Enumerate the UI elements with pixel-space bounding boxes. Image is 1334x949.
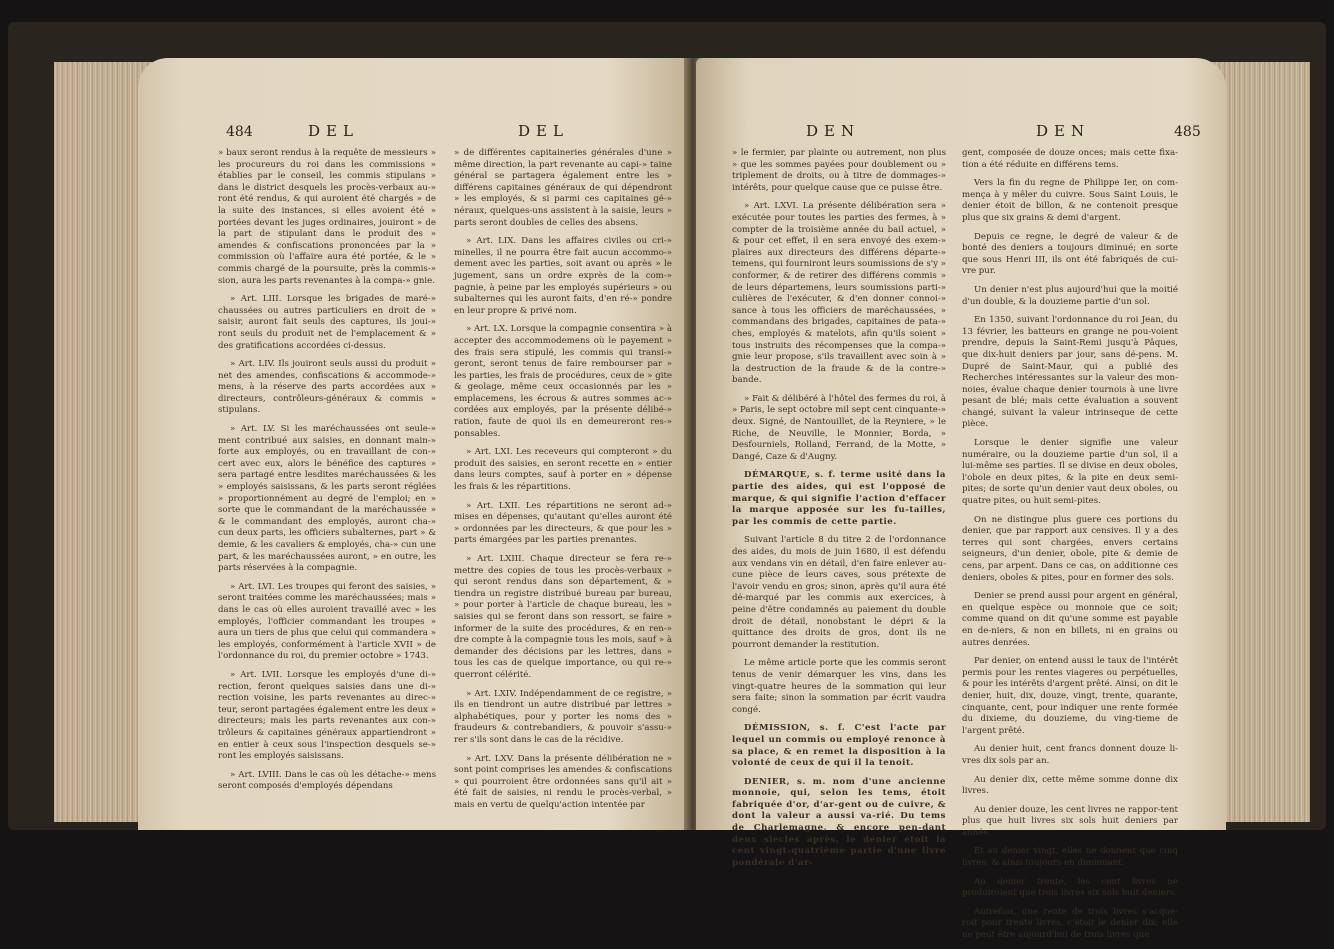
paragraph: » Art. LXI. Les receveurs qui compteront » du produit des saisies, en seront recette en » entier dans leurs comptes, sauf à porter en » dépense les frais & les répartitions. (454, 447, 672, 493)
paragraph: En 1350, suivant l'ordonnance du roi Jean, du 13 février, les batteurs en grange ne pou-voient prendre, depuis la Saint-Remi jusqu'à Pâques, que dix-huit deniers par jour, sans dé-pens. M. Dupré de Saint-Maur, qui a publié des Recherches intéressantes sur la valeur des mon-noies, évalue chaque denier tournois à une livre pesant de blé; mais cette évaluation a souvent changé, suivant la valeur intrinseque de cette pièce. (962, 315, 1178, 430)
paragraph: Le même article porte que les commis seront tenus de venir démarquer les vins, dans les vingt-quatre heures de la sommation qui leur sera faite; sinon la sommation par écrit vaudra congé. (732, 658, 946, 715)
paragraph: Par denier, on entend aussi le taux de l'intérêt permis pour les rentes viageres ou perpétuelles, & pour les intérêts d'argent prêté. Ainsi, on dit le denier, huit, dix, douze, vingt, trente, quarante, cinquante, cent, pour indiquer une rente formée du dixieme, du douzieme, du ving-tieme de l'argent prêté. (962, 656, 1178, 736)
paragraph: Lorsque le denier signifie une valeur numéraire, ou la douzieme partie d'un sol, il a lui-même ses parties. Il se divise en deux oboles, l'obole en deux pites, & la pite en deux semi-pites; de sorte qu'un denier vaut deux oboles, ou quatre pites, ou huit semi-pites. (962, 438, 1178, 507)
running-header-left-2: DEL (518, 122, 569, 140)
dictionary-entry: DÉMARQUE, s. f. terme usité dans la partie des aides, qui est l'opposé de marque, & qui signifie l'action d'effacer la marque apposée sur les fu-tailles, par les commis de cette partie. (732, 470, 946, 527)
paragraph: Autrefois, une rente de trois livres s'acqué-roit pour trente livres, c'étoit le denier dix; elle ne peut être aujourd'hui de trois livres que (962, 906, 1178, 941)
paragraph: Suivant l'article 8 du titre 2 de l'ordonnance des aides, du mois de juin 1680, il est défendu aux vendans vin en détail, d'en faire enlever au-cune pièce de leurs caves, sous prétexte de l'avoir vendu en gros; sinon, après qu'il aura été dé-marqué par les commis aux exercices, à peine d'être condamnés au paiement du double droit de détail, nonobstant le dépri & la quittance des droits de gros, dont ils ne pourront demander la restitution. (732, 535, 946, 650)
paragraph: » baux seront rendus à la requête de messieurs » les procureurs du roi dans les commissions » établies par le conseil, les commis stipulans » dans le district desquels les procès-verbaux au-» ront été rendus, & qui auroient été chargés » de la suite des instances, si elles avoient été » portées devant les juges ordinaires, jouiront » de la part de stipulant dans le produit des » amendes & confiscations prononcées par la » commission où l'affaire aura été portée, & le » commis chargé de la poursuite, près la commis-» sion, aura les parts revenantes à la compa-» gnie. (218, 148, 436, 286)
paragraph: Au denier trente, les cent livres ne produiroient que trois livres six sols huit deniers. (962, 876, 1178, 899)
paragraph: » Art. LXIV. Indépendamment de ce registre, » ils en tiendront un autre distribué par lettres » alphabétiques, pour y porter les noms des » fraudeurs & contrebandiers, & pouvoir s'assu-» rer s'ils sont dans le cas de la récidive. (454, 688, 672, 745)
paragraph: Au denier douze, les cent livres ne rappor-tent plus que huit livres six sols huit deniers par année. (962, 804, 1178, 838)
page-number-right: 485 (1174, 124, 1201, 140)
paragraph: Au denier huit, cent francs donnent douze li-vres dix sols par an. (962, 744, 1178, 766)
paragraph: » Art. LXVI. La présente délibération sera » exécutée pour toutes les parties des fermes, à » compter de la troisième année du bail actuel, » & pour cet effet, il en sera envoyé des exem-» plaires aux directeurs des différens départe-» temens, qui fourniront leurs soumissions de s'y » conformer, & de retirer des différens commis » de leurs départemens, leurs soumissions parti-» culières de l'exécuter, & d'en donner connoi-» sance à tous les officiers de maréchaussées, » commandans des brigades, capitaines de pata-» ches, employés & matelots, afin qu'ils soient » tous instruits des récompenses que la compa-» gnie leur propose, s'ils travaillent avec soin à » la destruction de la fraude & de la contre-» bande. (732, 201, 946, 386)
left-page (138, 58, 690, 830)
paragraph: Denier se prend aussi pour argent en général, en quelque espèce ou monnoie que ce soit; comme quand on dit qu'une somme est payable en de-niers, & non en billets, ni en grains ou autres denrées. (962, 591, 1178, 648)
left-column-1 (218, 148, 436, 800)
paragraph: » Fait & délibéré à l'hôtel des fermes du roi, à » Paris, le sept octobre mil sept cent cinquante-» deux. Signé, de Nantouillet, de la Reyniere, » le Riche, de Neuville, le Monnier, Borda, » Desfourniels, Rolland, Ferrand, de la Motte, » Dangé, Caze & d'Augny. (732, 393, 946, 462)
paragraph: Et au denier vingt, elles ne donnent que cinq livres; & ainsi toujours en diminuant. (962, 846, 1178, 869)
left-column-2 (454, 148, 672, 818)
paragraph: Un denier n'est plus aujourd'hui que la moitié d'un double, & la douzieme partie d'un sol. (962, 284, 1178, 307)
paragraph: Vers la fin du regne de Philippe Ier, on com-mença à y mêler du cuivre. Sous Saint Louis, le denier étoit de billon, & ne contenoit presque plus que six grains & demi d'argent. (962, 178, 1178, 223)
paragraph: » Art. LVI. Les troupes qui feront des saisies, » seront traitées comme les maréchaussées; mais » dans le cas où elles auroient travaillé avec » les employés, l'officier commandant les troupes » aura un tiers de plus que celui qui commandera » les employés, conformément à l'article XVII » de l'ordonnance du roi, du premier octobre » 1743. (218, 581, 436, 662)
paragraph: » le fermier, par plainte ou autrement, non plus » que les sommes payées pour doublement ou » triplement de droits, ou à titre de dommages-» intérêts, pour quelque cause que ce puisse être. (732, 148, 946, 193)
paragraph: » Art. LIX. Dans les affaires civiles ou cri-» minelles, il ne pourra être fait aucun accommo-» dement avec les parties, soit avant ou après » le jugement, sans un ordre exprès de la com-» pagnie, à peine par les employés supérieurs » ou subalternes qui les auront faits, d'en ré-» pondre en leur propre & privé nom. (454, 236, 672, 316)
paragraph: gent, composée de douze onces; mais cette fixa-tion a été réduite en différens tems. (962, 148, 1178, 170)
dictionary-entry: DÉMISSION, s. f. C'est l'acte par lequel un commis ou employé renonce à sa place, & en remet la disposition à la volonté de ceux de qui il la tenoit. (732, 723, 946, 769)
right-column-1 (732, 148, 946, 876)
paragraph: Au denier dix, cette même somme donne dix livres. (962, 774, 1178, 797)
page-number-left: 484 (226, 124, 253, 140)
paragraph: » Art. LIV. Ils jouiront seuls aussi du produit » net des amendes, confiscations & accommode-» mens, à la réserve des parts accordées aux » directeurs, contrôleurs-généraux & commis » stipulans. (218, 359, 436, 416)
book (8, 22, 1326, 941)
paragraph: » Art. LV. Si les maréchaussées ont seule-» ment contribué aux saisies, en donnant main-» forte aux employés, ou en travaillant de con-» cert avec eux, alors le bénéfice des captures » sera partagé entre lesdites maréchaussées & les » employés saisissans, & les parts seront réglées » proportionnément au degré de l'emploi; en » sorte que le commandant de la maréchaussée » & le commandant des employés, auront cha-» cun deux parts, les officiers subalternes, part » & demie, & les cavaliers & employés, cha-» cun une part, & les maréchaussées auront, » en outre, les parts réservées à la compagnie. (218, 424, 436, 574)
paragraph: » Art. LVIII. Dans le cas où les détache-» mens seront composés d'employés dépendans (218, 769, 436, 792)
running-header-right-1: DEN (806, 122, 861, 140)
right-column-2 (962, 148, 1178, 949)
paragraph: » Art. LXIII. Chaque directeur se fera re-» mettre des copies de tous les procès-verbaux » qui seront rendus dans son département, & » tiendra un registre distribué bureau par bureau, » pour porter à l'article de chaque bureau, les » saisies qui se feront dans son ressort, se faire » informer de la suite des procédures, & en ren-» dre compte à la compagnie tous les mois, sauf » à demander des décisions par les lettres, dans » tous les cas de quelque importance, ou qui re-» querront célérité. (454, 554, 672, 680)
paragraph: » Art. LXV. Dans la présente délibération ne » sont point comprises les amendes & confiscations » qui pourroient être ordonnées sans qu'il ait » été fait de saisies, ni rendu le procès-verbal, » mais en vertu de quelqu'action intentée par (454, 753, 672, 810)
running-header-left-1: DEL (308, 122, 359, 140)
dictionary-entry: DENIER, s. m. nom d'une ancienne monnoie, qui, selon les tems, étoit fabriquée d'or, d'ar-gent ou de cuivre, & dont la valeur a aussi va-rié. Du tems de Charlemagne, & encore pen-dant deux siecles après, le denier étoit la cent vingt-quatrième partie d'une livre pondérale d'ar- (732, 776, 946, 868)
paragraph: » Art. LIII. Lorsque les brigades de maré-» chaussées ou autres particuliers en droit de » saisir, auront fait seuls des captures, ils joui-» ront seuls du produit net de l'emplacement & » des gratifications accordées ci-dessus. (218, 294, 436, 351)
paragraph: » Art. LXII. Les répartitions ne seront ad-» mises en dépenses, qu'autant qu'elles auront été » ordonnées par les directeurs, & que pour les » parts émargées par les parties prenantes. (454, 500, 672, 546)
paragraph: » Art. LX. Lorsque la compagnie consentira » à accepter des accommodemens où le payement » des frais sera stipulé, les commis qui transi-» geront, seront tenus de faire rembourser par » les parties, les frais de procédures, ceux de » gite & geolage, même ceux occasionnés par les » emplacemens, les écrous & autres sommes ac-» cordées aux employés, par la présente délibé-» ration, faute de quoi ils en demeureront res-» ponsables. (454, 324, 672, 439)
paragraph: On ne distingue plus guere ces portions du denier, que par rapport aux censives. Il y a des terres qui sont chargées, envers certains seigneurs, d'un denier, obole, pite & demie de cens, par arpent. Dans ce cas, on additionne ces deniers, oboles & pites, pour en former des sols. (962, 514, 1178, 583)
paragraph: Depuis ce regne, le degré de valeur & de bonté des deniers a toujours diminué; en sorte que sous Henri III, ils ont été fabriqués de cui-vre pur. (962, 231, 1178, 277)
paragraph: » de différentes capitaineries générales d'une » même direction, la part revenante au capi-» taine général se partagera également entre les » différens capitaines généraux de qui dépendront » les employés, & si parmi ces capitaines gé-» néraux, quelques-uns assistent à la saisie, leurs » parts seront doubles de celles des absens. (454, 148, 672, 228)
running-header-right-2: DEN (1036, 122, 1091, 140)
paragraph: » Art. LVII. Lorsque les employés d'une di-» rection, feront quelques saisies dans une di-» rection voisine, les parts revenantes au direc-» teur, seront partagées également entre les deux » directeurs; mais les parts revenantes aux con-» trôleurs & capitaines généraux appartiendront » en entier à ceux sous l'inspection desquels se-» ront les employés saisissans. (218, 669, 436, 762)
right-page (696, 58, 1226, 941)
